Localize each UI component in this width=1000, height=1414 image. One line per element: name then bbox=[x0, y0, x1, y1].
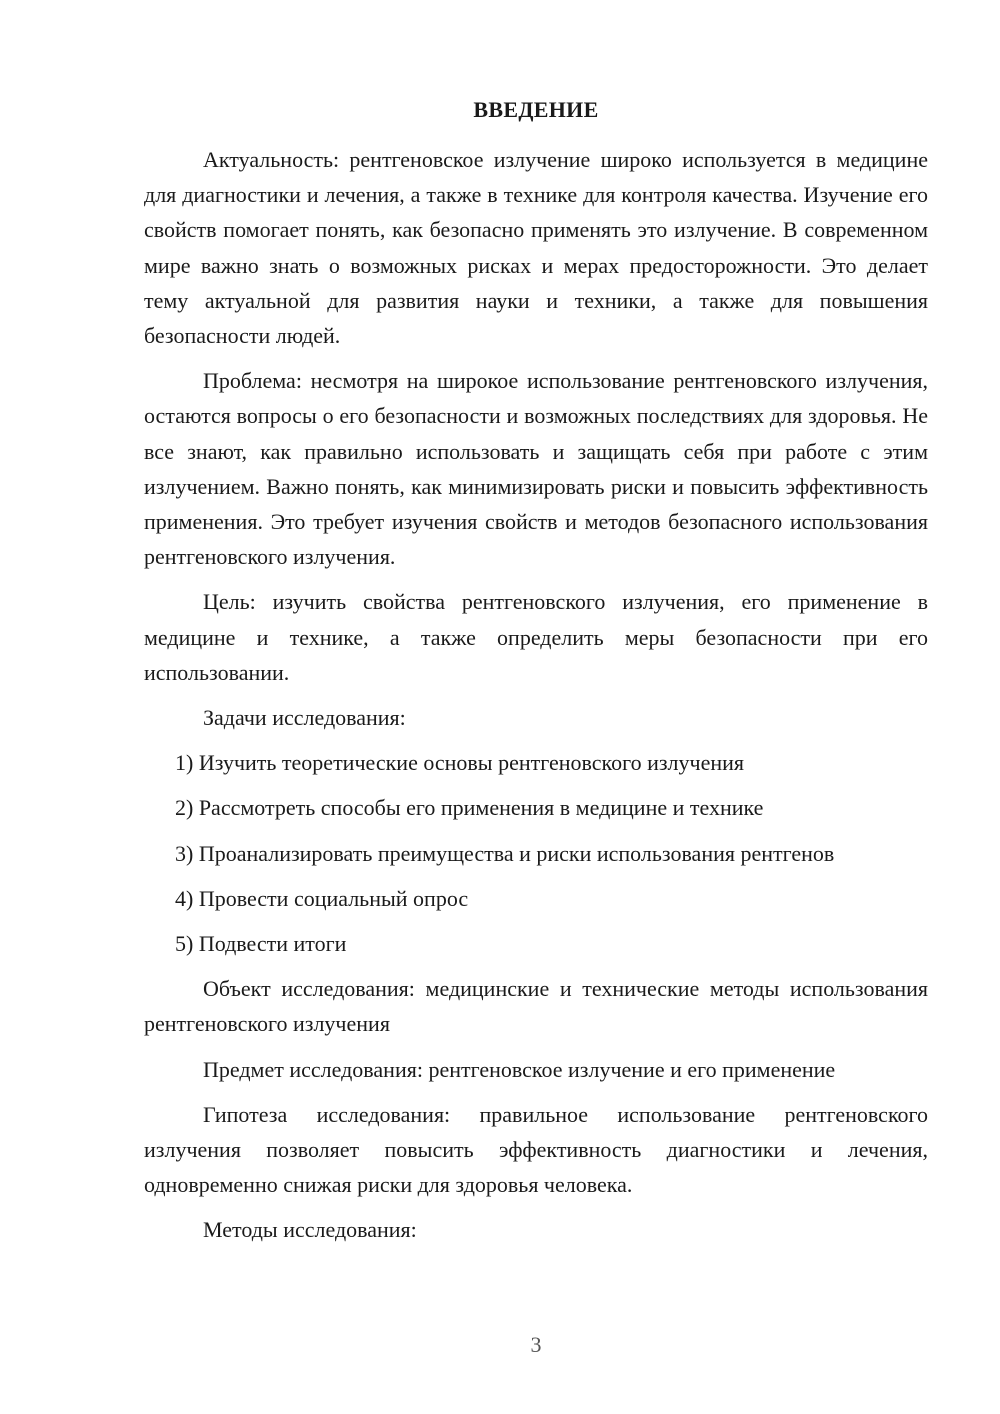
object-paragraph: Объект исследования: медицинские и технические методы использования рентгеновского излучения bbox=[144, 976, 928, 1037]
task-item: 5) Подвести итоги bbox=[175, 931, 347, 957]
methods-heading: Методы исследования: bbox=[203, 1217, 417, 1243]
problem-paragraph: Проблема: несмотря на широкое использование рентгеновского излучения, остаются вопросы о его безопасности и возможных последствиях для здоровья. Не все знают, как правильно использовать и защищать себя при работе с этим излучением. Важно понять, как минимизировать риски и повысить эффективность применения. Это требует изучения свойств и методов безопасного использования рентгеновского излучения. bbox=[144, 368, 928, 570]
hypothesis-paragraph: Гипотеза исследования: правильное использование рентгеновского излучения позволяет повысить эффективность диагностики и лечения, одновременно снижая риски для здоровья человека. bbox=[144, 1101, 928, 1198]
task-item: 4) Провести социальный опрос bbox=[175, 885, 469, 911]
subject-paragraph: Предмет исследования: рентгеновское излучение и его применение bbox=[203, 1056, 836, 1082]
relevance-paragraph: Актуальность: рентгеновское излучение широко используется в медицине для диагностики и лечения, а также в технике для контроля качества. Изучение его свойств помогает понять, как безопасно применять это излучение. В современном мире важно знать о возможных рисках и мерах предосторожности. Это делает тему актуальной для развития науки и техники, а также для повышения безопасности людей. bbox=[144, 147, 928, 349]
task-item: 3) Проанализировать преимущества и риски использования рентгенов bbox=[175, 840, 835, 866]
task-item: 2) Рассмотреть способы его применения в медицине и технике bbox=[175, 795, 764, 821]
page-number: 3 bbox=[530, 1332, 542, 1357]
document-body bbox=[144, 142, 928, 1258]
goal-paragraph: Цель: изучить свойства рентгеновского излучения, его применение в медицине и технике, а также определить меры безопасности при его использовании. bbox=[144, 589, 928, 685]
page-title: ВВЕДЕНИЕ bbox=[473, 97, 599, 122]
task-item: 1) Изучить теоретические основы рентгеновского излучения bbox=[175, 750, 745, 776]
tasks-heading: Задачи исследования: bbox=[203, 705, 406, 731]
